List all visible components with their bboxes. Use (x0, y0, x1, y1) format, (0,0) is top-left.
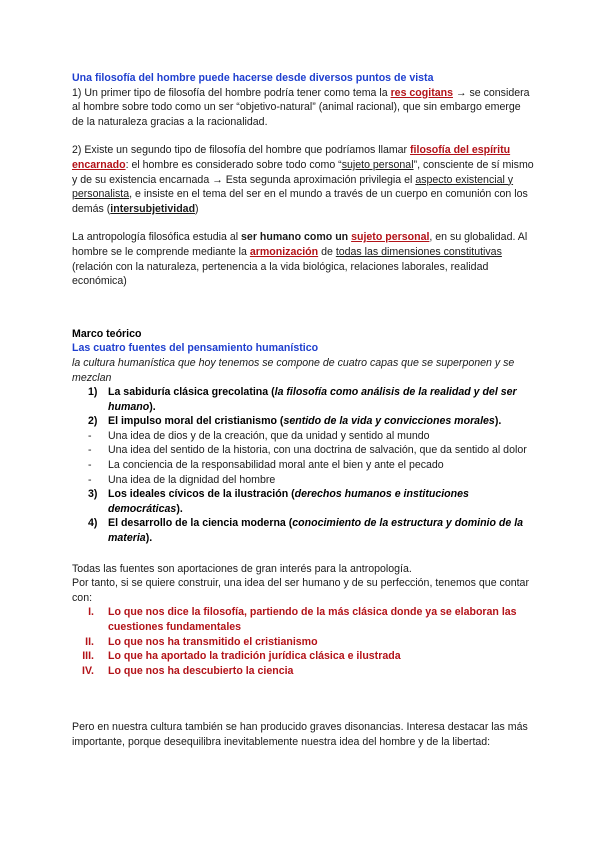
term-aspecto-existencial: aspecto existencial y personalista (72, 173, 514, 201)
sources-list (72, 385, 534, 546)
list-item: - La conciencia de la responsabilidad moral ante el bien y ante el pecado (88, 459, 444, 472)
intro-italic: la cultura humanística que hoy tenemos se compone de cuatro capas que se superponen y se mezclan (72, 356, 515, 384)
list-item: IV. Lo que nos ha descubierto la ciencia (82, 664, 294, 677)
section-heading-marco: Marco teórico (72, 327, 142, 340)
paragraph-antropologia: La antropología filosófica estudia al ser humano como un sujeto personal, en su globalidad. Al hombre se le comprende mediante la armonización de todas las dimensiones constitutivas (relación con la naturaleza, pertenencia a la vida biológica, relaciones laborales, realidad económica) (72, 231, 528, 288)
document-body (72, 71, 534, 750)
paragraph-disonancias: Pero en nuestra cultura también se han producido graves disonancias. Interesa destacar las más importante, porque desequilibra inevitablemente nuestra idea del hombre y de la libertad: (72, 721, 528, 748)
term-intersubjetividad: intersubjetividad (110, 202, 196, 215)
list-item: II. Lo que nos ha transmitido el cristianismo (85, 635, 318, 648)
list-item: - Una idea de dios y de la creación, que da unidad y sentido al mundo (88, 429, 430, 442)
list-item: 4) El desarrollo de la ciencia moderna (conocimiento de la estructura y dominio de la materia). (88, 517, 524, 545)
term-sujeto-personal-2: sujeto personal (351, 231, 430, 244)
list-item: III. Lo que ha aportado la tradición jurídica clásica e ilustrada (82, 650, 401, 663)
list-item: 3) Los ideales cívicos de la ilustración (derechos humanos e instituciones democráticas). (88, 488, 469, 515)
list-item: - Una idea del sentido de la historia, con una doctrina de salvación, que da sentido al dolor (88, 444, 527, 457)
section-heading-philosophy: Una filosofía del hombre puede hacerse desde diversos puntos de vista (72, 72, 434, 84)
term-armonizacion: armonización (249, 245, 319, 258)
paragraph-second-type: 2) Existe un segundo tipo de filosofía del hombre que podríamos llamar filosofía del espíritu encarnado: el hombre es considerado sobre todo como “sujeto personal”, consciente de sí mismo y de su existencia encarnada → Esta segunda aproximación privilegia el aspecto existencial y personalista, e insiste en el tema del ser en el mundo a través de un cuerpo en comunión con los demás (intersubjetividad) (72, 144, 534, 215)
subheading-cuatro-fuentes: Las cuatro fuentes del pensamiento humanístico (72, 342, 319, 355)
paragraph-fuentes: Todas las fuentes son aportaciones de gran interés para la antropología. (72, 562, 412, 575)
paragraph-por-tanto: Por tanto, si se quiere construir, una idea del ser humano y de su perfección, tenemos que contar con: (72, 577, 529, 604)
list-item: - Una idea de la dignidad del hombre (88, 473, 276, 486)
roman-list (72, 605, 534, 678)
term-sujeto-personal: sujeto personal (341, 158, 414, 171)
paragraph-first-type: 1) Un primer tipo de filosofía del hombre podría tener como tema la res cogitans → se considera al hombre sobre todo como un ser “objetivo-natural” (animal racional), que sin embargo emerge de la naturaleza gracias a la racionalidad. (72, 86, 530, 128)
term-dimensiones: todas las dimensiones constitutivas (335, 245, 502, 258)
term-filosofia-espiritu: filosofía del espíritu encarnado (72, 144, 511, 171)
list-item: 1) La sabiduría clásica grecolatina (la filosofía como análisis de la realidad y del ser humano). (88, 386, 517, 413)
list-item: I. Lo que nos dice la filosofía, partiendo de la más clásica donde ya se elaboran las cuestiones fundamentales (88, 606, 517, 633)
term-res-cogitans: res cogitans (390, 86, 453, 99)
list-item: 2) El impulso moral del cristianismo (sentido de la vida y convicciones morales). (88, 415, 502, 428)
